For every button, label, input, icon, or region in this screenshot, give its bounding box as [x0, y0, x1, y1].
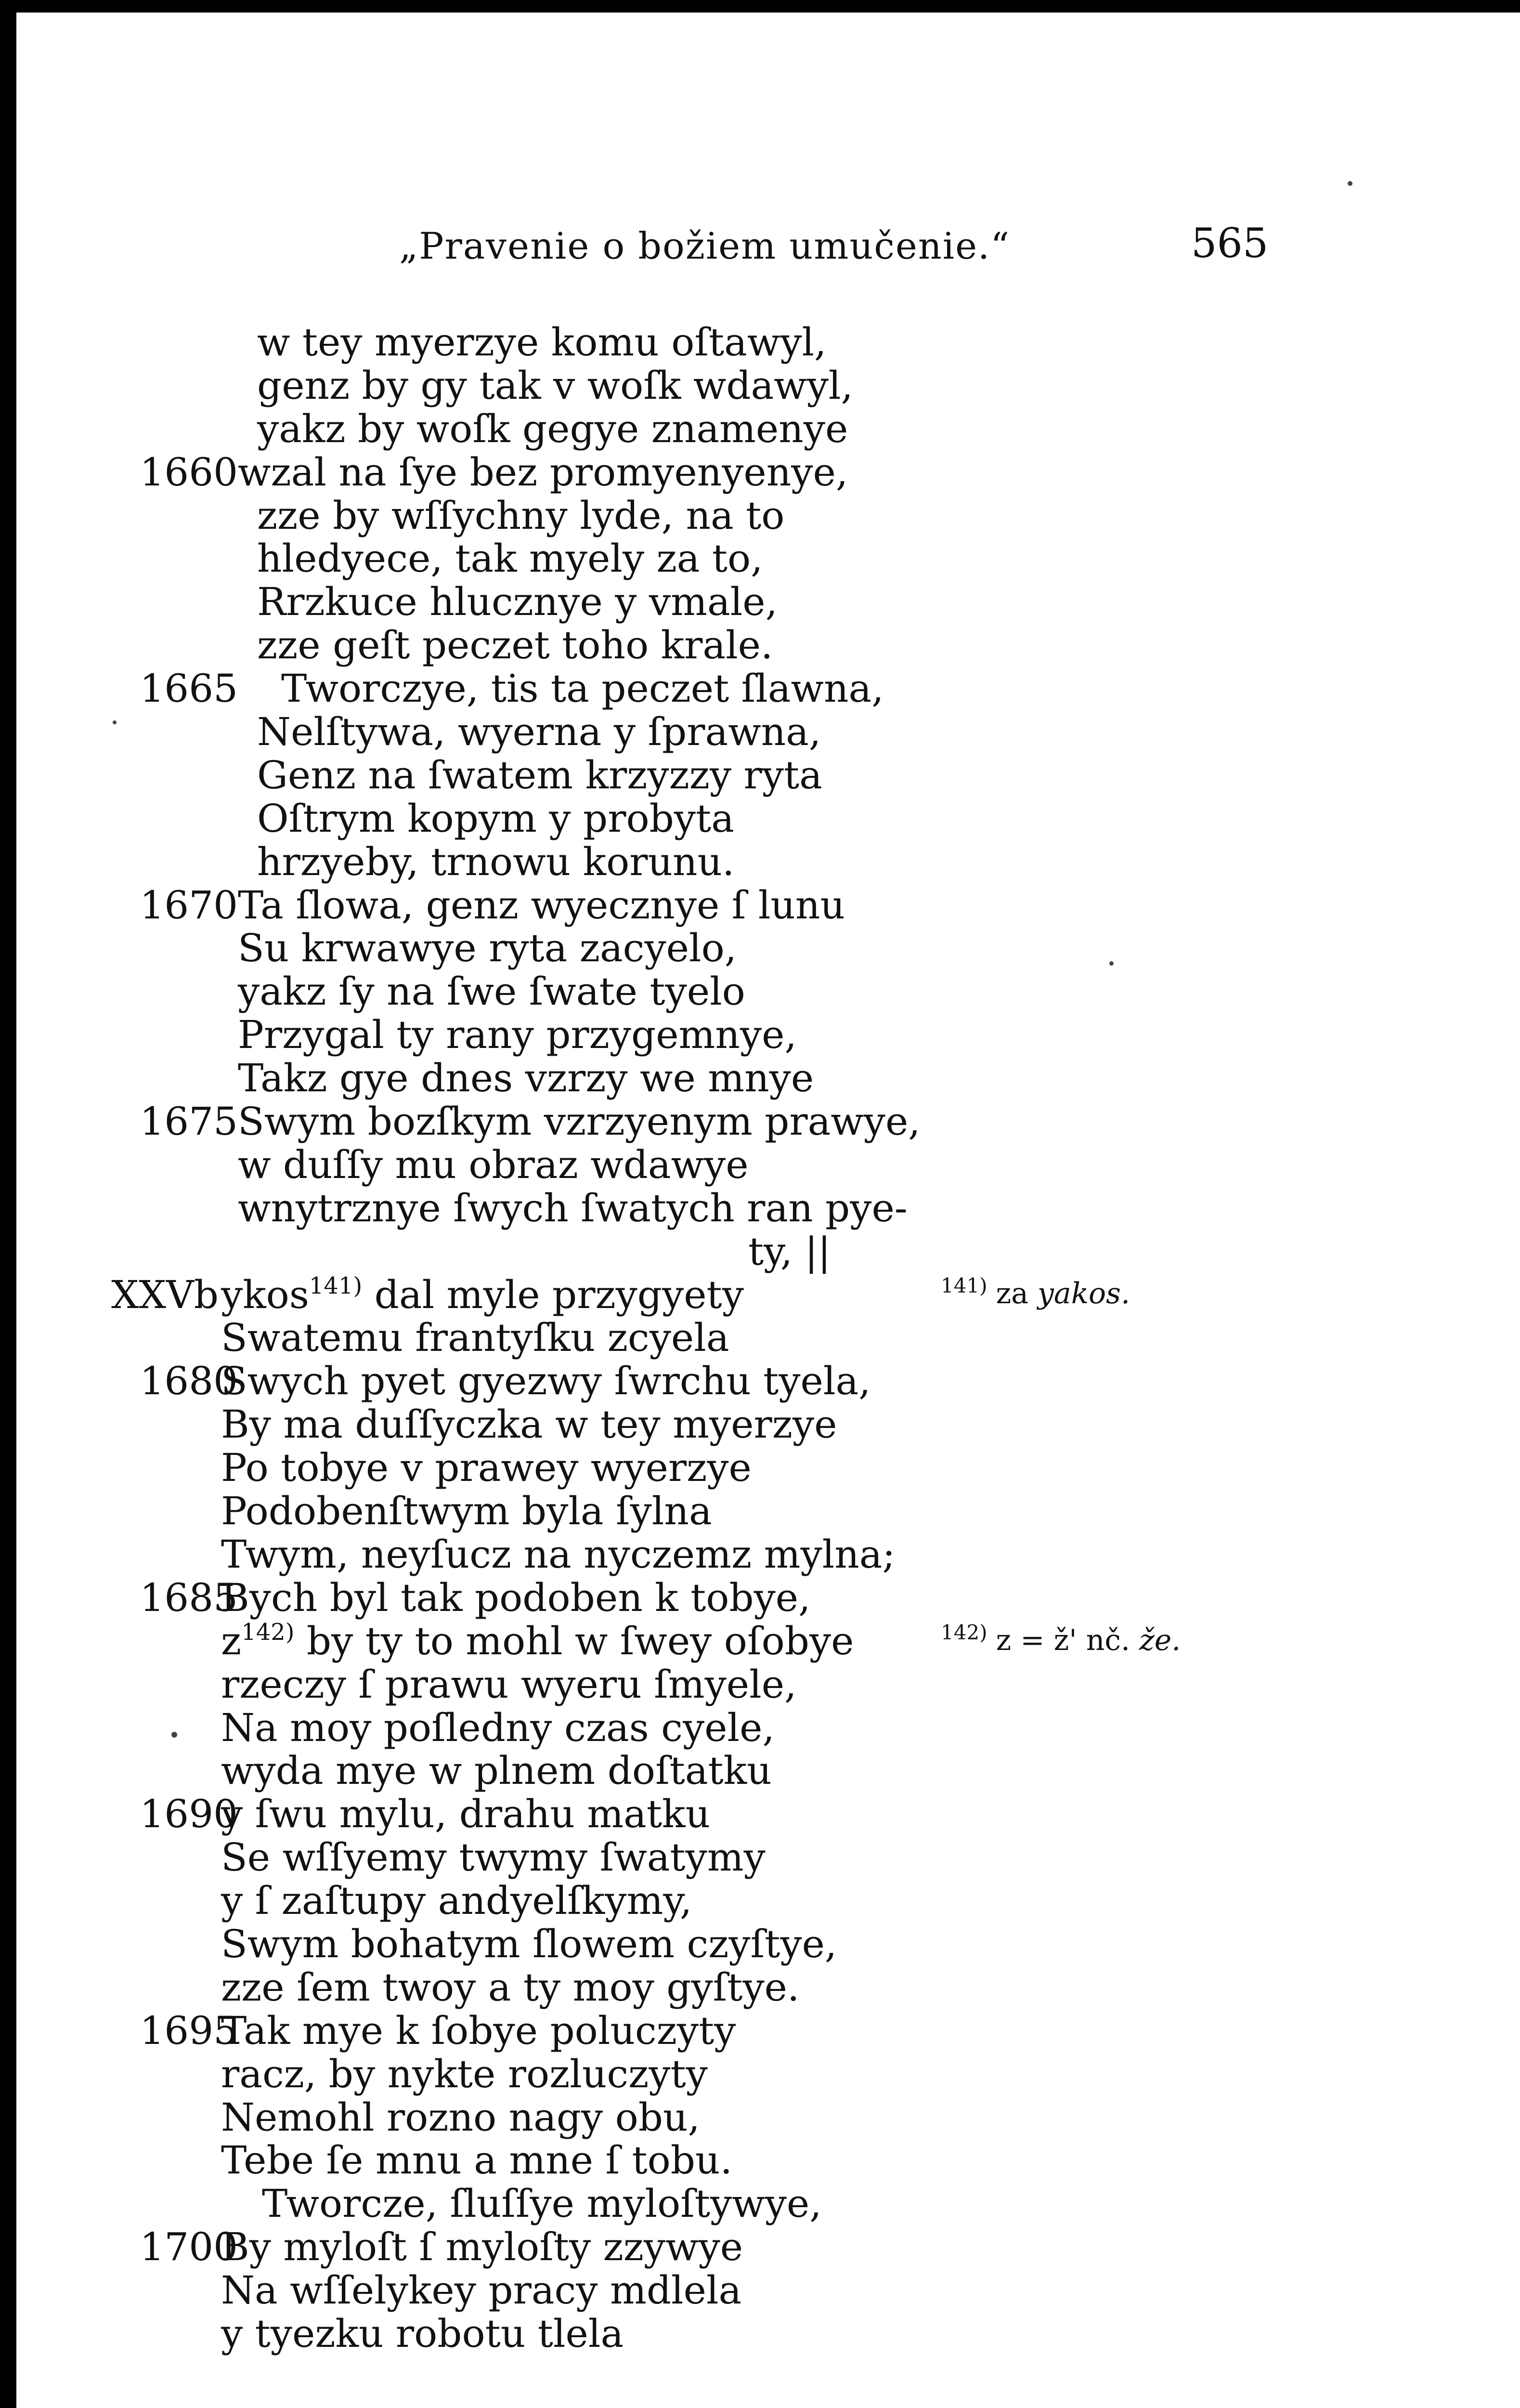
line-text: Po tobye v prawey wyerzye — [221, 1445, 752, 1491]
poem-line — [16, 1836, 931, 1879]
poem-line — [16, 1273, 931, 1317]
line-text: Genz na ſwatem krzyzzy ryta — [257, 752, 822, 798]
poem-line — [16, 2312, 931, 2356]
line-text: Swych pyet gyezwy ſwrchu tyela, — [221, 1359, 871, 1404]
line-text: yakz ſy na ſwe ſwate tyelo — [238, 969, 745, 1014]
poem-line — [16, 1663, 931, 1706]
line-number: 1700 — [140, 2225, 238, 2270]
line-text: y tyezku robotu tlela — [221, 2311, 624, 2356]
poem-line — [16, 1706, 931, 1750]
poem-line — [16, 754, 931, 797]
line-text: zze geſt peczet toho krale. — [257, 623, 773, 668]
line-text: Se wſſyemy twymy ſwatymy — [221, 1835, 766, 1880]
page-number: 565 — [1191, 220, 1269, 267]
line-text: wyda mye w plnem doſtatku — [221, 1748, 772, 1793]
line-text: Twym, neyſucz na nyczemz mylna; — [221, 1531, 896, 1577]
poem-line — [16, 1230, 931, 1273]
line-text: Rrzkuce hlucznye y vmale, — [257, 579, 778, 625]
line-number: 1695 — [140, 2008, 238, 2053]
line-text: hrzyeby, trnowu korunu. — [257, 839, 735, 884]
poem-line — [16, 321, 931, 364]
line-text: Swatemu frantyſku zcyela — [221, 1315, 729, 1361]
footnote-text: za — [996, 1277, 1028, 1310]
line-text: wnytrznye ſwych ſwatych ran pye- — [238, 1185, 908, 1230]
footnote-142 — [941, 1623, 1181, 1657]
poem-line — [16, 1187, 931, 1230]
poem-line — [16, 1620, 931, 1663]
line-text: Ta ſlowa, genz wyecznye ſ lunu — [238, 882, 845, 928]
line-text: Tworczye, tis ta peczet ſlawna, — [281, 666, 884, 711]
poem-line — [16, 407, 931, 451]
line-text: hledyece, tak myely za to, — [257, 536, 763, 581]
poem-line — [16, 1749, 931, 1793]
poem-line — [16, 1446, 931, 1490]
line-text: $z^{142)}$ by ty to mohl w ſwey oſobye — [221, 1618, 854, 1663]
poem-line — [16, 840, 931, 884]
line-number: 1660 — [140, 449, 238, 495]
line-number: 1685 — [140, 1575, 238, 1620]
poem-line — [16, 2053, 931, 2096]
line-text: Na wſſelykey pracy mdlela — [221, 2268, 742, 2313]
poem-line — [16, 1403, 931, 1446]
line-text: Swym bohatym ſlowem czyſtye, — [221, 1921, 837, 1966]
poem-line — [16, 1490, 931, 1533]
poem-line — [16, 451, 931, 494]
line-text: wzal na ſye bez promyenyenye, — [238, 449, 848, 495]
footnote-ref: 141) — [309, 1272, 363, 1299]
paper-speck — [1348, 181, 1352, 186]
line-text: ykos$^{141)}$ dal myle przygyety — [221, 1272, 744, 1317]
line-text: rzeczy ſ prawu wyeru ſmyele, — [221, 1662, 797, 1707]
line-number: 1675 — [140, 1099, 238, 1144]
line-text: By myloſt ſ myloſty zzywye — [221, 2225, 743, 2270]
line-text: Nelſtywa, wyerna y ſprawna, — [257, 709, 821, 755]
line-text: Tebe ſe mnu a mne ſ tobu. — [221, 2138, 732, 2183]
poem-line — [16, 2269, 931, 2312]
poem-line — [16, 1533, 931, 1576]
poem-line — [16, 364, 931, 407]
poem-line — [16, 1013, 931, 1057]
footnote-text: z = ž' nč. — [996, 1623, 1130, 1657]
poem-line — [16, 710, 931, 754]
poem-line — [16, 1793, 931, 1836]
line-text: Su krwawye ryta zacyelo, — [238, 926, 737, 971]
line-number: 1680 — [140, 1359, 238, 1404]
line-text: Przygal ty rany przygemnye, — [238, 1012, 797, 1058]
line-text: Takz gye dnes vzrzy we mnye — [238, 1056, 814, 1101]
poem-line — [16, 624, 931, 667]
poem-line — [16, 1576, 931, 1620]
line-text: genz by gy tak v woſk wdawyl, — [257, 363, 853, 408]
poem-line — [16, 1923, 931, 1966]
footnote-mark: 142) — [941, 1621, 987, 1644]
line-text: By ma duſſyczka w tey myerzye — [221, 1402, 837, 1447]
leaf-marker: XXVb — [111, 1272, 219, 1317]
line-text: yakz by woſk gegye znamenye — [257, 406, 848, 451]
poem-line — [16, 1879, 931, 1923]
line-number: 1690 — [140, 1792, 238, 1837]
poem-line — [16, 494, 931, 537]
line-text: Swym bozſkym vzrzyenym prawye, — [238, 1099, 921, 1144]
line-text: y ſwu mylu, drahu matku — [221, 1792, 711, 1837]
poem-line — [16, 927, 931, 970]
poem-line — [16, 2096, 931, 2139]
footnote-ref: 142) — [241, 1618, 295, 1646]
poem-line — [16, 2139, 931, 2182]
line-text: Tworcze, ſluſſye myloſtywye, — [262, 2181, 822, 2226]
running-header-title: „Pravenie o božiem umučenie.“ — [399, 224, 1011, 267]
paper-speck — [1109, 961, 1114, 966]
poem-line — [16, 1966, 931, 2009]
poem-line — [16, 537, 931, 580]
poem-line — [16, 970, 931, 1013]
poem-line — [16, 667, 931, 710]
line-text: zze ſem twoy a ty moy gyſtye. — [221, 1964, 800, 2010]
line-text: Na moy poſledny czas cyele, — [221, 1705, 775, 1750]
poem-line — [16, 1100, 931, 1143]
line-text: racz, by nykte rozluczyty — [221, 2051, 708, 2096]
poem-line — [16, 2225, 931, 2269]
footnote-141 — [941, 1274, 1130, 1310]
line-text: ty, || — [748, 1229, 831, 1274]
line-text: zze by wſſychny lyde, na to — [257, 493, 785, 538]
poem-line — [16, 2009, 931, 2053]
line-text: Bych byl tak podoben k tobye, — [221, 1575, 811, 1620]
paper-speck — [113, 720, 117, 724]
poem-line — [16, 797, 931, 840]
footnote-italic: yakos. — [1038, 1277, 1130, 1310]
line-text: w duſſy mu obraz wdawye — [238, 1142, 749, 1187]
footnote-mark: 141) — [941, 1274, 987, 1297]
line-text: y ſ zaſtupy andyelſkymy, — [221, 1878, 692, 1924]
line-text: Podobenſtwym byla ſylna — [221, 1489, 712, 1534]
line-text: w tey myerzye komu oſtawyl, — [257, 320, 827, 365]
poem-line — [16, 2182, 931, 2225]
line-text: Nemohl rozno nagy obu, — [221, 2094, 700, 2140]
poem-line — [16, 580, 931, 624]
line-number: 1670 — [140, 882, 238, 928]
footnote-italic: že. — [1139, 1623, 1181, 1657]
line-text: Tak mye k ſobye poluczyty — [221, 2008, 736, 2053]
poem-text — [16, 321, 931, 2356]
paper-speck — [171, 1732, 177, 1738]
poem-line — [16, 1057, 931, 1100]
poem-line — [16, 1143, 931, 1187]
poem-line — [16, 884, 931, 927]
poem-line — [16, 1360, 931, 1403]
line-text: Oſtrym kopym y probyta — [257, 796, 734, 841]
poem-line — [16, 1316, 931, 1360]
line-number: 1665 — [140, 666, 238, 711]
